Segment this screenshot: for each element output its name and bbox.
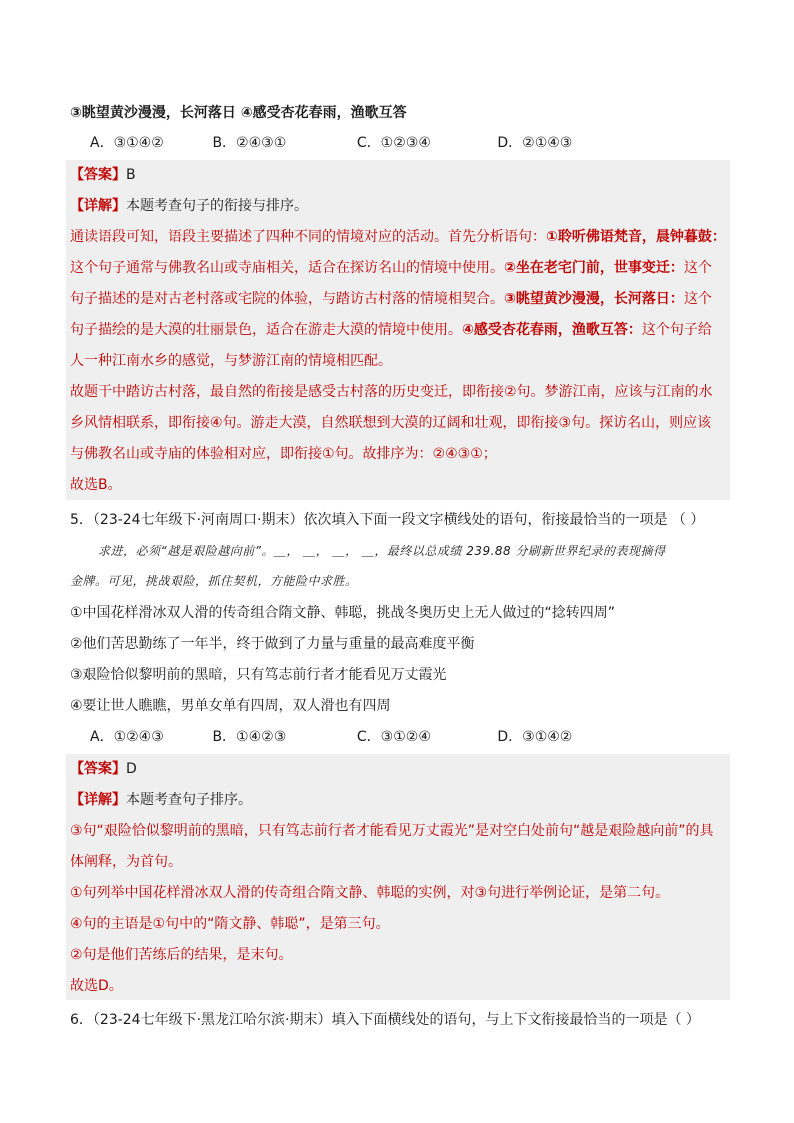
q5-detail-l1: ③句“艰险恰似黎明前的黑暗，只有笃志前行者才能看见万丈霞光”是对空白处前句“越是艰险越向前”的具 xyxy=(70,823,714,839)
q4-option-d: D．②①④③ xyxy=(497,135,573,151)
q4-sentence-line: ③眺望黄沙漫漫，长河落日 ④感受杏花春雨，渔歌互答 xyxy=(70,105,407,121)
q5-detail-l3: ①句列举中国花样滑冰双人滑的传奇组合隋文静、韩聪的实例，对③句进行举例论证，是第二句。 xyxy=(70,885,670,901)
detail-quote: ③眺望黄沙漫漫，长河落日： xyxy=(504,291,684,307)
detail-intro: 本题考查句子的衔接与排序。 xyxy=(126,198,308,214)
answer-tag: 【答案】 xyxy=(70,167,126,183)
detail-quote: ①聆听佛语梵音，晨钟暮鼓： xyxy=(546,229,726,245)
q4-detail-p5: 人一种江南水乡的感觉，与梦游江南的情境相匹配。 xyxy=(70,353,392,369)
q5-option-d: D．③①④② xyxy=(497,729,573,745)
q4-detail-p6: 故题干中踏访古村落，最自然的衔接是感受古村落的历史变迁，即衔接②句。梦游江南，应该与江南的水 xyxy=(70,384,713,400)
answer-value: D xyxy=(126,761,137,777)
q5-option-b: B．①④②③ xyxy=(212,729,287,745)
q4-detail-line xyxy=(70,195,308,217)
q5-sentence-4: ④要让世人瞧瞧，男单女单有四周，双人滑也有四周 xyxy=(70,698,391,714)
detail-tag: 【详解】 xyxy=(70,792,126,808)
detail-text: 句子描述的是对古老村落或宅院的体验，与踏访古村落的情境相契合。 xyxy=(70,291,504,307)
q5-question: 5．（23-24七年级下·河南周口·期末）依次填入下面一段文字横线处的语句，衔接最恰当的一项是 （ ） xyxy=(70,512,705,528)
q5-option-c: C．③①②④ xyxy=(356,729,431,745)
q5-sentence-2: ②他们苦思勤练了一年半，终于做到了力量与重量的最高难度平衡 xyxy=(70,636,475,652)
detail-quote: ④感受杏花春雨，渔歌互答： xyxy=(462,322,642,338)
answer-tag: 【答案】 xyxy=(70,761,126,777)
q5-detail-l2: 体阐释，为首句。 xyxy=(70,854,182,870)
q4-detail-p4 xyxy=(70,319,712,341)
q4-option-b: B．②④③① xyxy=(212,135,287,151)
detail-tag: 【详解】 xyxy=(70,198,126,214)
detail-text: 这个 xyxy=(683,291,712,307)
q4-detail-p3 xyxy=(70,288,712,310)
q5-detail-l5: ②句是他们苦练后的结果，是末句。 xyxy=(70,947,293,963)
q4-options xyxy=(90,132,572,154)
detail-intro: 本题考查句子排序。 xyxy=(126,792,252,808)
q4-conclusion: 故选B。 xyxy=(70,477,122,493)
answer-value: B xyxy=(126,167,136,183)
q4-answer-line xyxy=(70,164,136,186)
q4-detail-p8: 与佛教名山或寺庙的体验相对应，即衔接①句。故排序为：②④③①； xyxy=(70,446,497,462)
q5-option-a: A．①②④③ xyxy=(90,729,164,745)
q5-options xyxy=(90,726,572,748)
q5-answer-line xyxy=(70,758,137,780)
detail-text: 通读语段可知，语段主要描述了四种不同的情境对应的活动。首先分析语句： xyxy=(70,229,546,245)
detail-text: 这个句子通常与佛教名山或寺庙相关，适合在探访名山的情境中使用。 xyxy=(70,260,504,276)
q5-passage-line1: 求进，必须“越是艰险越向前”。＿， ＿， ＿， ＿，最终以总成绩 239.88 分刷新世界纪录的表现摘得 xyxy=(98,544,666,558)
q6-question: 6．（23-24七年级下·黑龙江哈尔滨·期末）填入下面横线处的语句，与上下文衔接最恰当的一项是（ ） xyxy=(70,1012,700,1028)
q4-detail-p2 xyxy=(70,257,712,279)
detail-text: 这个 xyxy=(683,260,712,276)
q4-detail-p7: 乡风情相联系，即衔接④句。游走大漠，自然联想到大漠的辽阔和壮观，即衔接③句。探访名山，则应该 xyxy=(70,415,712,431)
q5-passage-line2: 金牌。可见，挑战艰险，抓住契机，方能险中求胜。 xyxy=(70,574,358,588)
q4-detail-p1 xyxy=(70,226,726,248)
q5-sentence-1: ①中国花样滑冰双人滑的传奇组合隋文静、韩聪，挑战冬奥历史上无人做过的“捻转四周” xyxy=(70,605,616,621)
q5-sentence-3: ③艰险恰似黎明前的黑暗，只有笃志前行者才能看见万丈霞光 xyxy=(70,667,447,683)
detail-text: 这个句子给 xyxy=(641,322,712,338)
detail-text: 句子描绘的是大漠的壮丽景色，适合在游走大漠的情境中使用。 xyxy=(70,322,462,338)
q5-detail-l4: ④句的主语是①句中的“隋文静、韩聪”，是第三句。 xyxy=(70,916,390,932)
q5-detail-line xyxy=(70,789,252,811)
q5-conclusion: 故选D。 xyxy=(70,978,123,994)
q4-option-a: A．③①④② xyxy=(90,135,164,151)
detail-quote: ②坐在老宅门前，世事变迁： xyxy=(504,260,684,276)
q4-option-c: C．①②③④ xyxy=(356,135,431,151)
